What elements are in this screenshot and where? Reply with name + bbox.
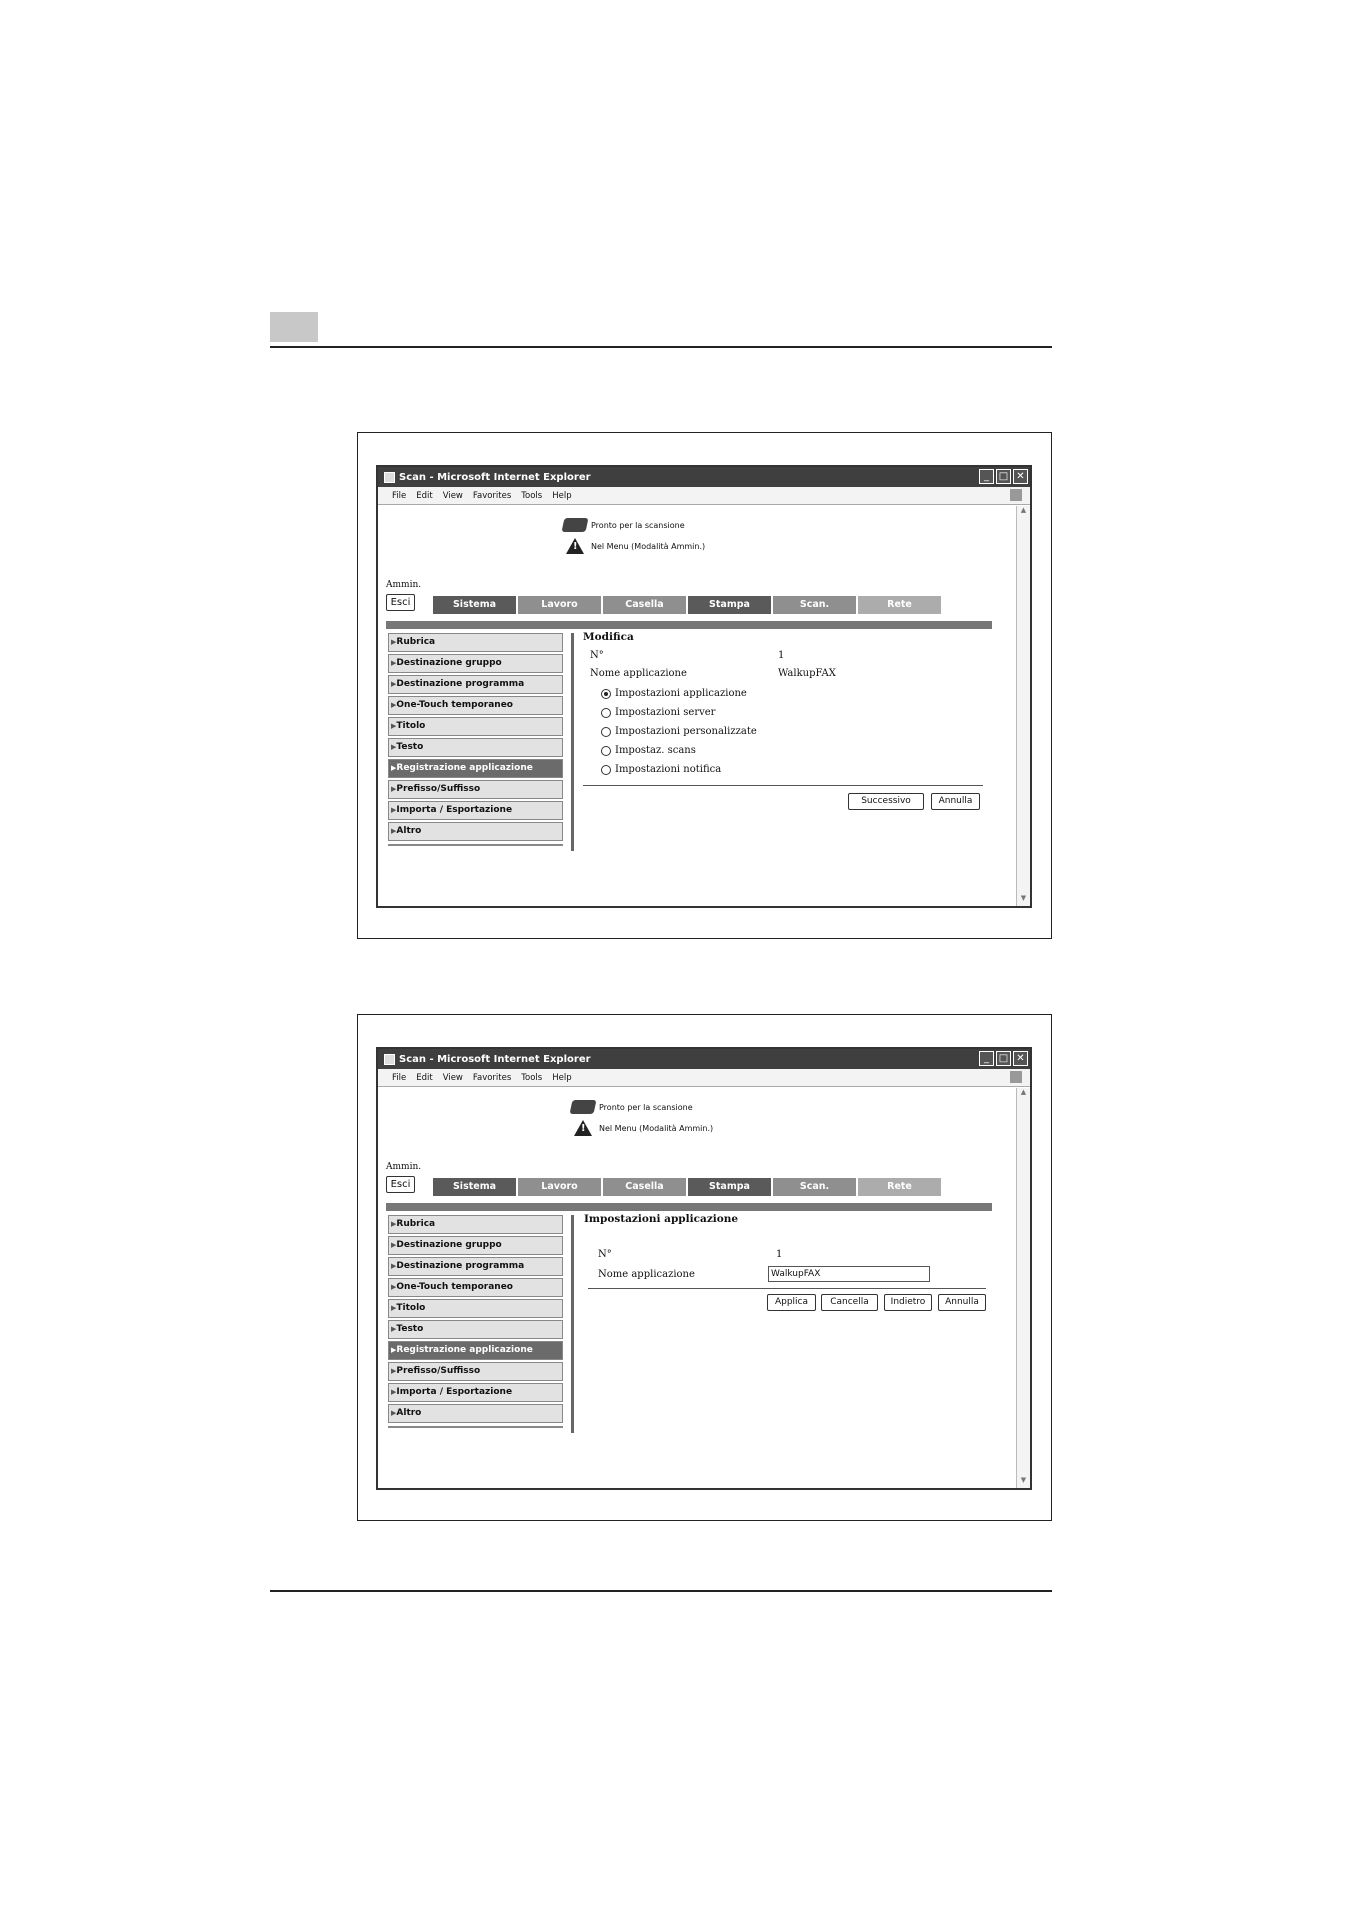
menu-item[interactable]: Favorites xyxy=(472,1072,512,1083)
app-name-value: WalkupFAX xyxy=(778,668,836,679)
arrow-right-icon: ▶ xyxy=(391,1241,397,1249)
number-label: N° xyxy=(598,1249,612,1260)
tab-casella[interactable]: Casella xyxy=(603,1178,686,1196)
ie-icon xyxy=(384,472,395,483)
sidebar-item-label: Altro xyxy=(396,1408,422,1418)
windows-logo-icon xyxy=(1010,489,1022,501)
tab-sistema[interactable]: Sistema xyxy=(433,596,516,614)
status-ready-text: Pronto per la scansione xyxy=(591,520,685,530)
menu-item[interactable]: Edit xyxy=(416,490,433,501)
sidebar-item[interactable] xyxy=(388,654,563,673)
close-icon[interactable]: ✕ xyxy=(1013,469,1028,484)
menu-item[interactable]: View xyxy=(442,490,463,501)
admin-label: Ammin. xyxy=(386,580,422,590)
arrow-right-icon: ▶ xyxy=(391,827,397,835)
number-value: 1 xyxy=(776,1249,783,1260)
sidebar-item-label: Altro xyxy=(396,826,422,836)
arrow-right-icon: ▶ xyxy=(391,1262,397,1270)
sidebar-item[interactable] xyxy=(388,1362,563,1381)
sidebar-item-label: Destinazione programma xyxy=(396,1261,525,1271)
arrow-right-icon: ▶ xyxy=(391,659,397,667)
tab-rete[interactable]: Rete xyxy=(858,1178,941,1196)
next-button[interactable]: Successivo xyxy=(848,793,924,810)
sidebar-item-label: Registrazione applicazione xyxy=(396,763,533,773)
apply-button[interactable]: Applica xyxy=(767,1294,816,1311)
sidebar-item[interactable] xyxy=(388,1236,563,1255)
printer-icon xyxy=(562,518,589,532)
clear-button[interactable]: Cancella xyxy=(821,1294,878,1311)
sidebar-item-label: One-Touch temporaneo xyxy=(396,700,513,710)
arrow-right-icon: ▶ xyxy=(391,680,397,688)
window-title: Scan - Microsoft Internet Explorer xyxy=(399,471,591,483)
sidebar-item-label: Destinazione gruppo xyxy=(396,1240,502,1250)
menu-item[interactable]: Edit xyxy=(416,1072,433,1083)
chapter-tab xyxy=(270,312,318,342)
sidebar-underline xyxy=(388,844,563,846)
scroll-up-icon[interactable]: ▲ xyxy=(1020,506,1027,514)
windows-logo-icon xyxy=(1010,1071,1022,1083)
settings-option[interactable] xyxy=(601,764,721,775)
header-rule xyxy=(270,346,1052,348)
footer-rule xyxy=(270,1590,1052,1592)
menu-item[interactable]: View xyxy=(442,1072,463,1083)
back-button[interactable]: Indietro xyxy=(884,1294,932,1311)
sidebar-item-label: Testo xyxy=(396,1324,424,1334)
window-title: Scan - Microsoft Internet Explorer xyxy=(399,1053,591,1065)
column-divider xyxy=(571,633,574,851)
arrow-right-icon: ▶ xyxy=(391,701,397,709)
arrow-right-icon: ▶ xyxy=(391,1388,397,1396)
sidebar xyxy=(388,1215,563,1428)
warning-icon xyxy=(563,537,587,555)
tab-rete[interactable]: Rete xyxy=(858,596,941,614)
menu-item[interactable]: Help xyxy=(552,490,572,501)
sidebar-item-label: Importa / Esportazione xyxy=(396,1387,513,1397)
close-icon[interactable]: ✕ xyxy=(1013,1051,1028,1066)
sidebar-item-label: Destinazione gruppo xyxy=(396,658,502,668)
sidebar-item[interactable] xyxy=(388,1320,563,1339)
arrow-right-icon: ▶ xyxy=(391,1346,397,1354)
app-name-label: Nome applicazione xyxy=(598,1269,695,1280)
status-admin xyxy=(563,537,705,555)
arrow-right-icon: ▶ xyxy=(391,722,397,730)
sidebar-item-label: Titolo xyxy=(396,721,426,731)
app-name-label: Nome applicazione xyxy=(590,668,687,679)
sidebar-item-label: Prefisso/Suffisso xyxy=(396,784,481,794)
sidebar-item-label: Destinazione programma xyxy=(396,679,525,689)
maximize-icon[interactable]: □ xyxy=(996,469,1011,484)
minimize-icon[interactable]: _ xyxy=(979,1051,994,1066)
exit-button[interactable]: Esci xyxy=(386,1176,415,1193)
tab-scan[interactable]: Scan. xyxy=(773,596,856,614)
sidebar-item[interactable] xyxy=(388,717,563,736)
page-content xyxy=(378,506,1016,906)
menu-item[interactable]: Tools xyxy=(521,490,543,501)
tab-sistema[interactable]: Sistema xyxy=(433,1178,516,1196)
option-label: Impostazioni server xyxy=(615,707,716,718)
sidebar xyxy=(388,633,563,846)
browser-window xyxy=(376,465,1032,908)
menu-item[interactable]: Tools xyxy=(521,1072,543,1083)
sidebar-item[interactable] xyxy=(388,1383,563,1402)
option-label: Impostazioni personalizzate xyxy=(615,726,757,737)
title-bar xyxy=(378,467,1030,487)
sidebar-item-label: One-Touch temporaneo xyxy=(396,1282,513,1292)
radio-button[interactable] xyxy=(601,708,611,718)
sidebar-item[interactable] xyxy=(388,1257,563,1276)
status-ready xyxy=(563,518,685,532)
status-ready xyxy=(571,1100,693,1114)
page-title: Impostazioni applicazione xyxy=(584,1213,739,1225)
page-title: Modifica xyxy=(583,631,634,643)
cancel-button[interactable]: Annulla xyxy=(938,1294,986,1311)
window-controls xyxy=(979,1051,1028,1066)
vertical-scrollbar[interactable] xyxy=(1016,506,1030,906)
menu-item[interactable]: File xyxy=(392,490,407,501)
arrow-right-icon: ▶ xyxy=(391,764,397,772)
tab-scan[interactable]: Scan. xyxy=(773,1178,856,1196)
sidebar-item-label: Rubrica xyxy=(396,1219,436,1229)
option-label: Impostazioni notifica xyxy=(615,764,722,775)
sidebar-item-label: Registrazione applicazione xyxy=(396,1345,533,1355)
maximize-icon[interactable]: □ xyxy=(996,1051,1011,1066)
screenshot-2 xyxy=(357,1014,1052,1521)
menu-item[interactable]: File xyxy=(392,1072,407,1083)
settings-option[interactable] xyxy=(601,707,715,718)
sidebar-item-label: Titolo xyxy=(396,1303,426,1313)
number-label: N° xyxy=(590,650,604,661)
menu-bar xyxy=(378,487,1030,505)
radio-button[interactable] xyxy=(601,746,611,756)
form-divider xyxy=(583,785,983,786)
tab-casella[interactable]: Casella xyxy=(603,596,686,614)
status-admin-text: Nel Menu (Modalità Ammin.) xyxy=(599,1123,714,1133)
tab-stampa[interactable]: Stampa xyxy=(688,1178,771,1196)
arrow-right-icon: ▶ xyxy=(391,1325,397,1333)
arrow-right-icon: ▶ xyxy=(391,1283,397,1291)
app-name-input[interactable]: WalkupFAX xyxy=(768,1266,930,1282)
form-divider xyxy=(588,1288,986,1289)
menu-item[interactable]: Help xyxy=(552,1072,572,1083)
sidebar-item-label: Importa / Esportazione xyxy=(396,805,513,815)
exit-button[interactable]: Esci xyxy=(386,594,415,611)
sidebar-item[interactable] xyxy=(388,801,563,820)
menu-bar xyxy=(378,1069,1030,1087)
tab-stampa[interactable]: Stampa xyxy=(688,596,771,614)
screenshot-1 xyxy=(357,432,1052,939)
radio-button[interactable] xyxy=(601,765,611,775)
sidebar-item[interactable] xyxy=(388,1299,563,1318)
sidebar-underline xyxy=(388,1426,563,1428)
tab-lavoro[interactable]: Lavoro xyxy=(518,596,601,614)
settings-option[interactable] xyxy=(601,688,747,699)
sidebar-item[interactable] xyxy=(388,1215,563,1234)
radio-button[interactable] xyxy=(601,689,611,699)
arrow-right-icon: ▶ xyxy=(391,785,397,793)
column-divider xyxy=(571,1215,574,1433)
sidebar-item[interactable] xyxy=(388,675,563,694)
sidebar-item[interactable] xyxy=(388,1341,563,1360)
sidebar-item[interactable] xyxy=(388,1278,563,1297)
status-ready-text: Pronto per la scansione xyxy=(599,1102,693,1112)
scroll-down-icon[interactable]: ▼ xyxy=(1020,1476,1027,1484)
sidebar-item[interactable] xyxy=(388,780,563,799)
settings-option[interactable] xyxy=(601,745,696,756)
sidebar-item[interactable] xyxy=(388,738,563,757)
sidebar-item[interactable] xyxy=(388,1404,563,1423)
header-band xyxy=(386,1203,992,1211)
sidebar-item-label: Prefisso/Suffisso xyxy=(396,1366,481,1376)
arrow-right-icon: ▶ xyxy=(391,1409,397,1417)
arrow-right-icon: ▶ xyxy=(391,638,397,646)
arrow-right-icon: ▶ xyxy=(391,806,397,814)
title-bar xyxy=(378,1049,1030,1069)
status-admin xyxy=(571,1119,713,1137)
radio-button[interactable] xyxy=(601,727,611,737)
scroll-down-icon[interactable]: ▼ xyxy=(1020,894,1027,902)
page-content xyxy=(378,1088,1016,1488)
printer-icon xyxy=(570,1100,597,1114)
warning-icon xyxy=(571,1119,595,1137)
vertical-scrollbar[interactable] xyxy=(1016,1088,1030,1488)
cancel-button[interactable]: Annulla xyxy=(931,793,980,810)
option-label: Impostaz. scans xyxy=(615,745,696,756)
sidebar-item[interactable] xyxy=(388,822,563,841)
arrow-right-icon: ▶ xyxy=(391,1220,397,1228)
menu-item[interactable]: Favorites xyxy=(472,490,512,501)
status-admin-text: Nel Menu (Modalità Ammin.) xyxy=(591,541,706,551)
minimize-icon[interactable]: _ xyxy=(979,469,994,484)
nav-tabs xyxy=(433,1178,941,1196)
nav-tabs xyxy=(433,596,941,614)
arrow-right-icon: ▶ xyxy=(391,1367,397,1375)
ie-icon xyxy=(384,1054,395,1065)
settings-option[interactable] xyxy=(601,726,757,737)
sidebar-item[interactable] xyxy=(388,696,563,715)
option-label: Impostazioni applicazione xyxy=(615,688,747,699)
arrow-right-icon: ▶ xyxy=(391,1304,397,1312)
admin-label: Ammin. xyxy=(386,1162,422,1172)
sidebar-item-label: Rubrica xyxy=(396,637,436,647)
header-band xyxy=(386,621,992,629)
window-controls xyxy=(979,469,1028,484)
sidebar-item[interactable] xyxy=(388,759,563,778)
tab-lavoro[interactable]: Lavoro xyxy=(518,1178,601,1196)
scroll-up-icon[interactable]: ▲ xyxy=(1020,1088,1027,1096)
arrow-right-icon: ▶ xyxy=(391,743,397,751)
number-value: 1 xyxy=(778,650,785,661)
sidebar-item-label: Testo xyxy=(396,742,424,752)
browser-window xyxy=(376,1047,1032,1490)
sidebar-item[interactable] xyxy=(388,633,563,652)
